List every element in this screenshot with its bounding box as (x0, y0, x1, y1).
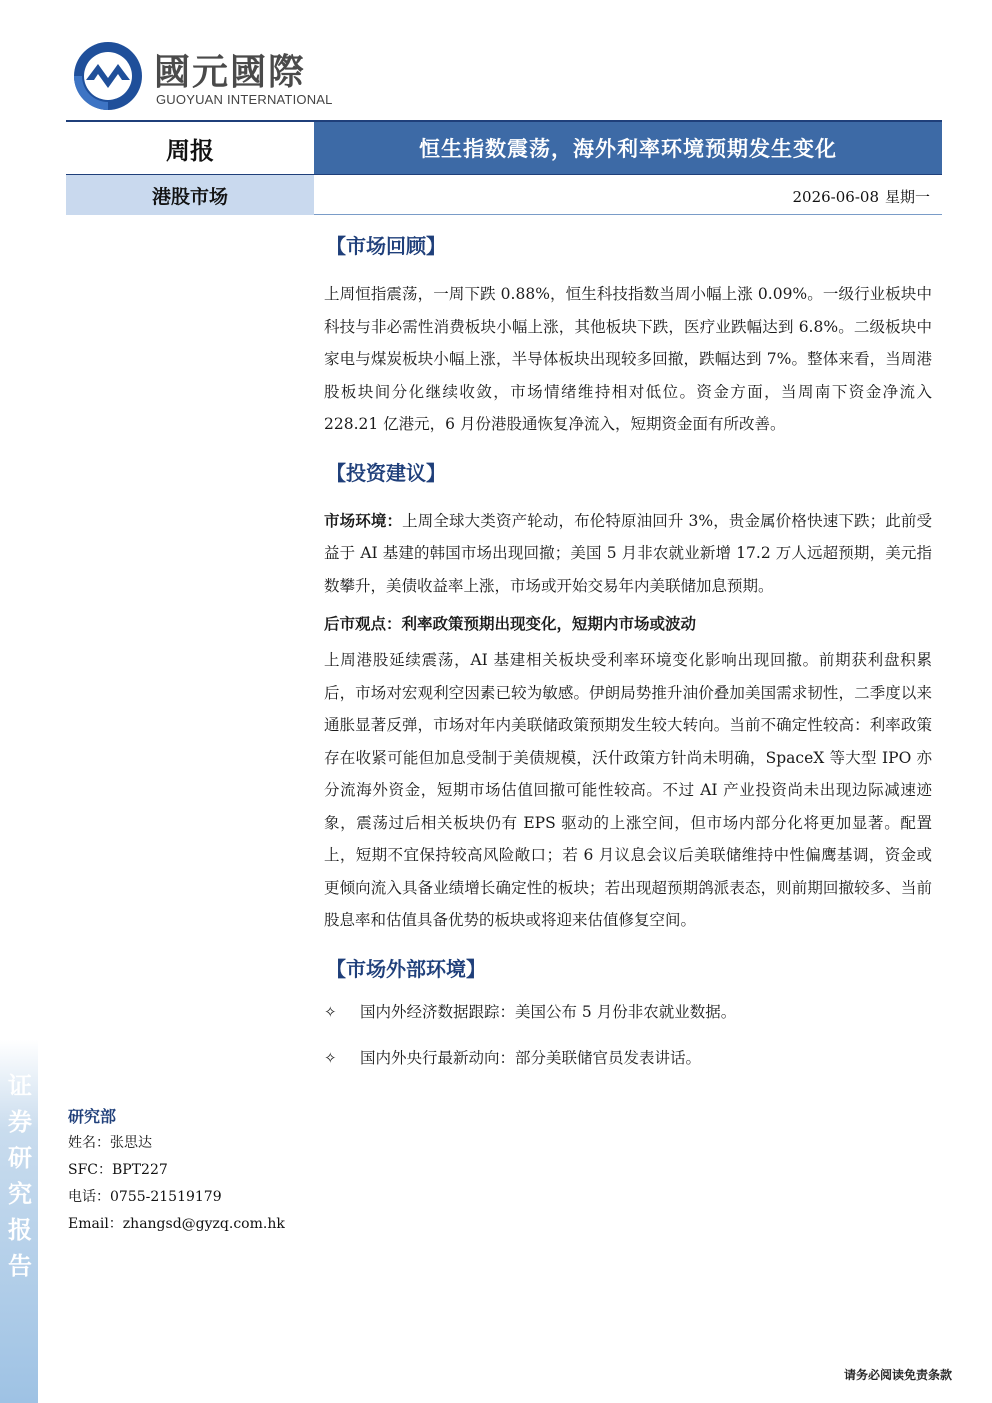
section-title-external: 【市场外部环境】 (326, 956, 486, 981)
list-item (324, 1035, 932, 1081)
market-env-paragraph (324, 505, 932, 603)
report-type: 周报 (166, 136, 214, 165)
side-label-char: 证 (8, 1072, 32, 1100)
side-label (6, 1068, 34, 1284)
logo-name-en: GUOYUAN INTERNATIONAL (156, 92, 333, 107)
report-date-line (787, 186, 931, 207)
section-title-review: 【市场回顾】 (326, 234, 446, 258)
side-label-char: 研 (8, 1144, 32, 1172)
external-list (324, 989, 932, 1081)
report-weekday: 星期一 (884, 188, 930, 206)
analyst-sfc: SFC：BPT227 (68, 1162, 168, 1178)
list-item-text: 国内外央行最新动向：部分美联储官员发表讲话。 (360, 1048, 702, 1067)
outlook-heading: 后市观点：利率政策预期出现变化，短期内市场或波动 (324, 615, 697, 633)
logo-name-cn: 國元國際 (154, 52, 307, 93)
analyst-email[interactable]: Email：zhangsd@gyzq.com.hk (68, 1216, 285, 1232)
list-item (324, 989, 932, 1035)
guoyuan-logo-icon (72, 40, 144, 112)
company-logo (72, 40, 342, 112)
subheader-rule (314, 214, 942, 215)
diamond-star-icon: ✧ (324, 1002, 337, 1021)
analyst-contact (68, 1104, 308, 1238)
side-label-char: 告 (8, 1252, 32, 1280)
section-title-advice: 【投资建议】 (326, 460, 446, 485)
report-title: 恒生指数震荡，海外利率环境预期发生变化 (314, 122, 942, 174)
report-category: 港股市场 (66, 175, 314, 215)
main-content (324, 226, 932, 1081)
analyst-phone: 电话：0755-21519179 (68, 1189, 222, 1205)
review-paragraph: 上周恒指震荡，一周下跌 0.88%，恒生科技指数当周小幅上涨 0.09%。一级行业板块中科技与非必需性消费板块小幅上涨，其他板块下跌，医疗业跌幅达到 6.8%。二级板块中家电与煤炭板块小幅上涨，半导体板块出现较多回撤，跌幅达到 7%。整体来看，当周港股板块间分化继续收敛，市场情绪维持相对低位。资金方面，当周南下资金净流入 228.21 亿港元，6 月份港股通恢复净流入，短期资金面有所改善。 (324, 285, 932, 433)
side-label-char: 券 (8, 1108, 32, 1136)
side-label-char: 究 (8, 1180, 32, 1208)
report-date: 2026-06-08 (792, 188, 879, 206)
department-label: 研究部 (68, 1107, 117, 1126)
outlook-paragraph: 上周港股延续震荡，AI 基建相关板块受利率环境变化影响出现回撤。前期获利盘积累后，市场对宏观利空因素已较为敏感。伊朗局势推升油价叠加美国需求韧性，二季度以来通胀显著反弹，市场对年内美联储政策预期发生较大转向。当前不确定性较高：利率政策存在收紧可能但加息受制于美债规模，沃什政策方针尚未明确，SpaceX 等大型 IPO 亦分流海外资金，短期市场估值回撤可能性较高。不过 AI 产业投资尚未出现边际减速迹象，震荡过后相关板块仍有 EPS 驱动的上涨空间，但市场内部分化将更加显著。配置上，短期不宜保持较高风险敞口；若 6 月议息会议后美联储维持中性偏鹰基调，资金或更倾向流入具备业绩增长确定性的板块；若出现超预期鸽派表态，则前期回撤较多、当前股息率和估值具备优势的板块或将迎来估值修复空间。 (324, 651, 932, 929)
diamond-star-icon: ✧ (324, 1048, 337, 1067)
analyst-name: 姓名：张思达 (68, 1135, 152, 1151)
disclaimer-link[interactable]: 请务必阅读免责条款 (843, 1368, 952, 1382)
market-env-label: 市场环境： (324, 511, 403, 530)
side-label-char: 报 (8, 1216, 32, 1244)
market-env-text: 上周全球大类资产轮动，布伦特原油回升 3%，贵金属价格快速下跌；此前受益于 AI 基建的韩国市场出现回撤；美国 5 月非农就业新增 17.2 万人远超预期，美元指数攀升，美债收益率上涨，市场或开始交易年内美联储加息预期。 (324, 511, 932, 595)
list-item-text: 国内外经济数据跟踪：美国公布 5 月份非农就业数据。 (360, 1002, 737, 1021)
